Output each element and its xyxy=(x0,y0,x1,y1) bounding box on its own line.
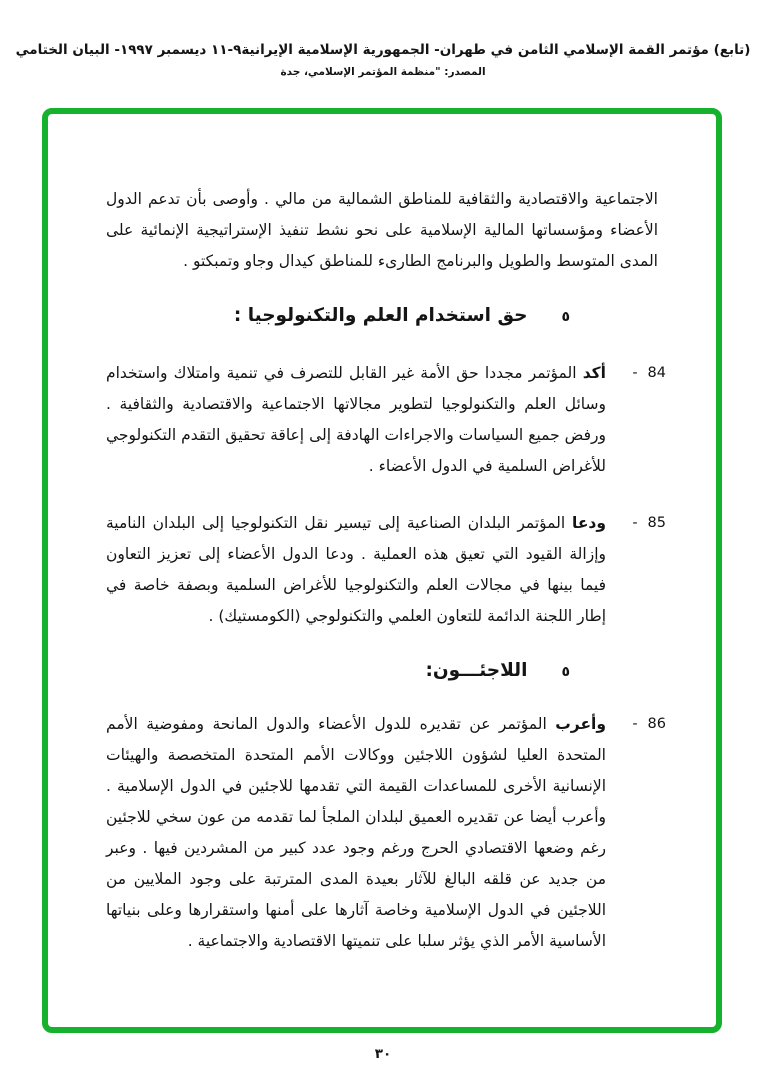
section-title-refugees: اللاجئـــون: xyxy=(425,660,528,681)
continuation-paragraph: الاجتماعية والاقتصادية والثقافية للمناطق الشمالية من مالي . وأوصى بأن تدعم الدول الأعضاء ومؤسساتها المالية الإسلامية على نحو نشط تنفيذ الإستراتيجية الإنمائية على المدى المتوسط والطويل والبرنامج الطارىء للمناطق كيدال وجاو وتمبكتو . xyxy=(106,190,658,270)
numbered-item-86 xyxy=(106,709,666,957)
document-header xyxy=(0,42,766,78)
section-bullet: ٥ xyxy=(561,664,570,680)
item-85-dash: - xyxy=(632,515,638,531)
item-86-text xyxy=(106,709,606,957)
content-frame xyxy=(42,108,722,1033)
page-number: ٣٠ xyxy=(374,1046,392,1062)
item-84-lead-word: أكد xyxy=(582,364,606,382)
section-title-science: حق استخدام العلم والتكنولوجيا : xyxy=(233,305,528,326)
item-85-text xyxy=(106,508,606,632)
item-84-marker xyxy=(606,358,666,389)
item-85-marker xyxy=(606,508,666,539)
item-86-marker xyxy=(606,709,666,740)
section-heading-science xyxy=(106,303,666,330)
section-heading-refugees xyxy=(106,658,666,685)
item-85-number: 85 xyxy=(647,515,666,531)
item-86-lead-word: وأعرب xyxy=(555,715,606,733)
item-86-number: 86 xyxy=(647,716,666,732)
numbered-item-84 xyxy=(106,358,666,482)
item-85-body: المؤتمر البلدان الصناعية إلى تيسير نقل التكنولوجيا إلى البلدان النامية وإزالة القيود التي تعيق هذه العملية . ودعا الدول الأعضاء إلى تعزيز التعاون فيما بينها في مجالات العلم والتكنولوجيا للأغراض السلمية وبصفة خاصة في إطار اللجنة الدائمة للتعاون العلمي والتكنولوجي (الكومستيك) . xyxy=(106,514,606,625)
item-86-dash: - xyxy=(632,716,638,732)
item-86-body: المؤتمر عن تقديره للدول الأعضاء والدول المانحة ومفوضية الأمم المتحدة العليا لشؤون اللاجئين ووكالات الأمم المتحدة المتخصصة والهيئات الإنسانية الأخرى للمساعدات القيمة التي تقدمها للاجئين في الدول الإسلامية . وأعرب أيضا عن تقديره العميق لبلدان الملجأ لما تقدمه من عون سخي للاجئين رغم وضعها الاقتصادي الحرج ورغم وجود عدد كبير من المشردين فيها . وعبر من جديد عن قلقه البالغ للآثار بعيدة المدى المترتبة على وجود الملايين من اللاجئين في الدول الإسلامية وخاصة آثارها على أمنها واستقرارها وعلى بنياتها الأساسية الأمر الذي يؤثر سلبا على تنميتها الاقتصادية والاجتماعية . xyxy=(106,715,606,950)
item-84-text xyxy=(106,358,606,482)
header-title: (تابع) مؤتمر القمة الإسلامي الثامن في طهران- الجمهورية الإسلامية الإيرانية٩-١١ ديسمبر ١٩٩٧- البيان الختامي xyxy=(15,42,751,58)
header-source: المصدر: "منظمة المؤتمر الإسلامي، جدة xyxy=(280,66,486,78)
item-84-number: 84 xyxy=(647,365,666,381)
item-85-lead-word: ودعا xyxy=(572,514,606,532)
item-84-dash: - xyxy=(632,365,638,381)
item-84-body: المؤتمر مجددا حق الأمة غير القابل للتصرف في تنمية وامتلاك واستخدام وسائل العلم والتكنولوجيا لتطوير مجالاتها الاجتماعية والاقتصادية والثقافية . ورفض جميع السياسات والاجراءات الهادفة إلى إعاقة تحقيق التقدم التكنولوجي للأغراض السلمية في الدول الأعضاء . xyxy=(106,364,606,475)
section-bullet: ٥ xyxy=(561,309,570,325)
numbered-item-85 xyxy=(106,508,666,632)
